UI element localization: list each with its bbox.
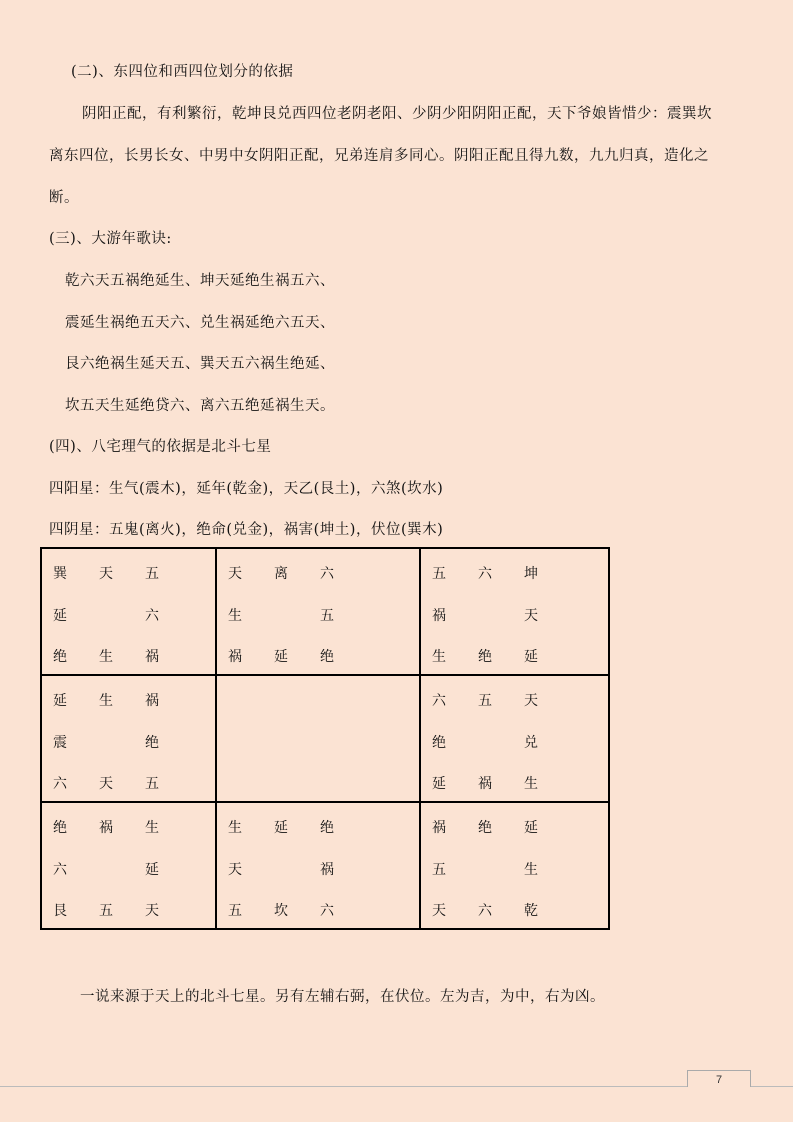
yang-stars: 四阳星：生气(震木)，延年(乾金)，天乙(艮土)，六煞(坎水) bbox=[49, 481, 444, 497]
grid-char: 延 bbox=[274, 820, 288, 836]
grid-char: 天 bbox=[99, 566, 113, 582]
grid-char: 延 bbox=[524, 820, 538, 836]
grid-char: 震 bbox=[53, 735, 67, 751]
grid-char: 祸 bbox=[145, 693, 159, 709]
closing-text: 一说来源于天上的北斗七星。另有左辅右弼，在伏位。左为吉，为中，右为凶。 bbox=[80, 989, 605, 1005]
grid-char: 生 bbox=[99, 649, 113, 665]
verse-line: 艮六绝祸生延天五、巽天五六祸生绝延、 bbox=[65, 356, 335, 372]
grid-char: 天 bbox=[524, 608, 538, 624]
grid-char: 兑 bbox=[524, 735, 538, 751]
grid-cell bbox=[217, 676, 421, 803]
grid-char: 绝 bbox=[320, 820, 334, 836]
grid-char: 生 bbox=[432, 649, 446, 665]
grid-char: 天 bbox=[99, 776, 113, 792]
grid-char: 绝 bbox=[432, 735, 446, 751]
grid-char: 祸 bbox=[145, 649, 159, 665]
grid-char: 延 bbox=[274, 649, 288, 665]
grid-char: 六 bbox=[53, 862, 67, 878]
grid-char: 艮 bbox=[53, 903, 67, 919]
grid-cell bbox=[42, 549, 217, 676]
verse-line: 坎五天生延绝贷六、离六五绝延祸生天。 bbox=[65, 398, 335, 414]
grid-char: 祸 bbox=[432, 608, 446, 624]
grid-char: 绝 bbox=[53, 820, 67, 836]
grid-char: 生 bbox=[524, 776, 538, 792]
grid-cell bbox=[42, 676, 217, 803]
grid-char: 延 bbox=[53, 608, 67, 624]
grid-char: 天 bbox=[432, 903, 446, 919]
section2-para-line1: 阴阳正配，有利繁衍，乾坤艮兑西四位老阴老阳、少阴少阳阴阳正配，天下爷娘皆惜少：震巽坎 bbox=[82, 106, 712, 122]
grid-char: 绝 bbox=[478, 820, 492, 836]
section2-para-line3: 断。 bbox=[49, 190, 79, 206]
grid-char: 坎 bbox=[274, 903, 288, 919]
section2-para-line2: 离东四位，长男长女、中男中女阴阳正配，兄弟连肩多同心。阴阳正配且得九数，九九归真，造化之 bbox=[49, 148, 709, 164]
grid-char: 六 bbox=[320, 903, 334, 919]
grid-char: 离 bbox=[274, 566, 288, 582]
grid-char: 五 bbox=[99, 903, 113, 919]
footer-divider bbox=[0, 1086, 793, 1087]
grid-char: 五 bbox=[145, 776, 159, 792]
grid-char: 绝 bbox=[53, 649, 67, 665]
verse-line: 乾六天五祸绝延生、坤天延绝生祸五六、 bbox=[65, 273, 335, 289]
grid-char: 坤 bbox=[524, 566, 538, 582]
grid-char: 五 bbox=[320, 608, 334, 624]
grid-char: 天 bbox=[524, 693, 538, 709]
grid-char: 祸 bbox=[99, 820, 113, 836]
grid-char: 天 bbox=[228, 862, 242, 878]
grid-char: 延 bbox=[524, 649, 538, 665]
grid-char: 延 bbox=[53, 693, 67, 709]
grid-char: 乾 bbox=[524, 903, 538, 919]
grid-char: 延 bbox=[432, 776, 446, 792]
grid-cell bbox=[217, 549, 421, 676]
grid-char: 绝 bbox=[145, 735, 159, 751]
grid-char: 五 bbox=[145, 566, 159, 582]
grid-char: 祸 bbox=[432, 820, 446, 836]
grid-char: 五 bbox=[228, 903, 242, 919]
grid-char: 五 bbox=[478, 693, 492, 709]
grid-char: 天 bbox=[145, 903, 159, 919]
grid-char: 六 bbox=[53, 776, 67, 792]
grid-cell bbox=[421, 676, 608, 803]
verse-line: 震延生祸绝五天六、兑生祸延绝六五天、 bbox=[65, 315, 335, 331]
grid-char: 生 bbox=[228, 820, 242, 836]
grid-char: 生 bbox=[228, 608, 242, 624]
grid-char: 六 bbox=[478, 903, 492, 919]
grid-char: 天 bbox=[228, 566, 242, 582]
grid-cell bbox=[42, 803, 217, 928]
bagua-grid bbox=[40, 547, 610, 930]
grid-cell bbox=[217, 803, 421, 928]
grid-char: 生 bbox=[99, 693, 113, 709]
grid-char: 巽 bbox=[53, 566, 67, 582]
yin-stars: 四阴星：五鬼(离火)，绝命(兑金)，祸害(坤土)，伏位(巽木) bbox=[49, 522, 444, 538]
grid-char: 六 bbox=[478, 566, 492, 582]
grid-cell bbox=[421, 549, 608, 676]
grid-char: 绝 bbox=[478, 649, 492, 665]
grid-char: 祸 bbox=[478, 776, 492, 792]
section3-heading: (三)、大游年歌诀: bbox=[49, 231, 172, 247]
grid-cell bbox=[421, 803, 608, 928]
grid-char: 六 bbox=[432, 693, 446, 709]
grid-char: 绝 bbox=[320, 649, 334, 665]
grid-char: 五 bbox=[432, 862, 446, 878]
section2-heading: (二)、东四位和西四位划分的依据 bbox=[71, 64, 294, 80]
section4-heading: (四)、八宅理气的依据是北斗七星 bbox=[49, 439, 272, 455]
page-number: 7 bbox=[687, 1070, 751, 1087]
grid-char: 生 bbox=[524, 862, 538, 878]
grid-char: 延 bbox=[145, 862, 159, 878]
grid-char: 祸 bbox=[228, 649, 242, 665]
grid-char: 祸 bbox=[320, 862, 334, 878]
grid-char: 生 bbox=[145, 820, 159, 836]
grid-char: 六 bbox=[320, 566, 334, 582]
grid-char: 五 bbox=[432, 566, 446, 582]
grid-char: 六 bbox=[145, 608, 159, 624]
